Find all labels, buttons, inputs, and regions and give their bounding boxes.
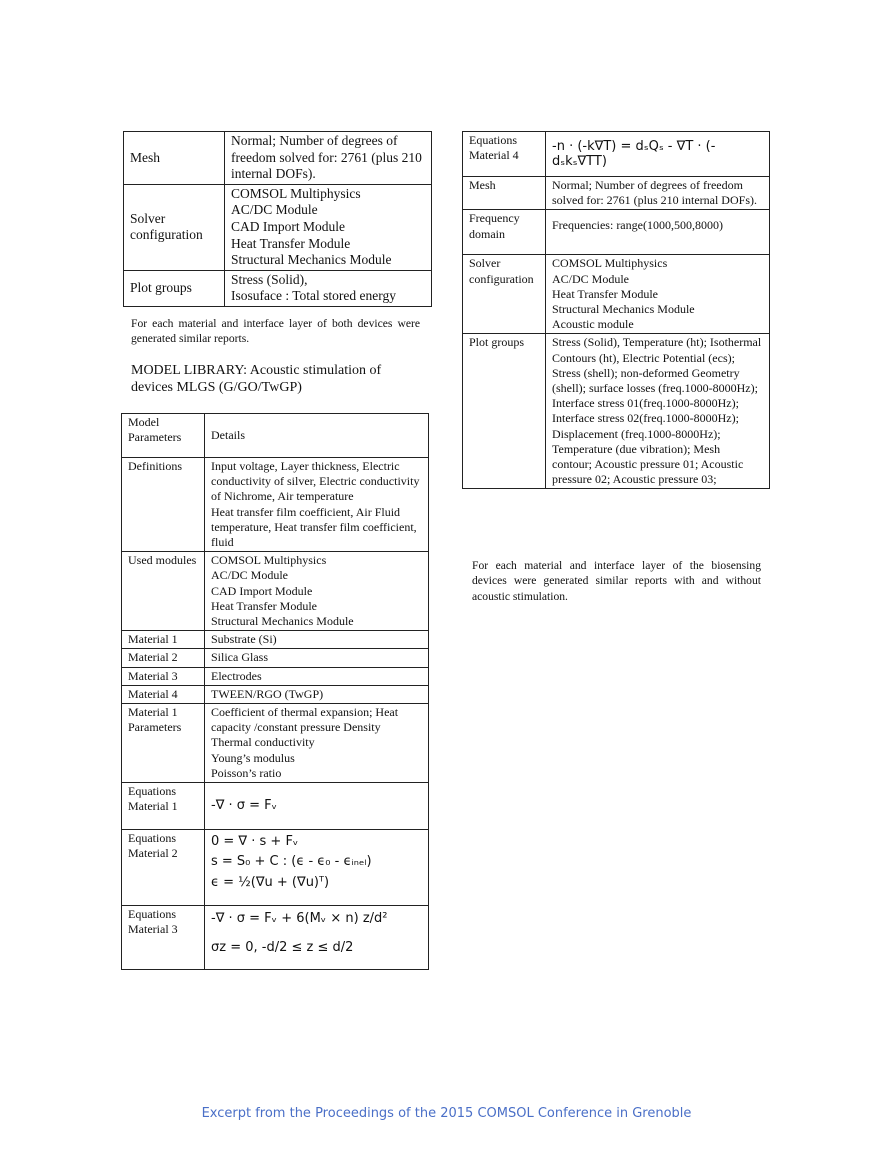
row-label: Material 1 xyxy=(122,631,205,649)
row-label: Mesh xyxy=(124,132,225,185)
module-line: AC/DC Module xyxy=(211,568,289,583)
equation: -∇ · σ = Fᵥ + 6(Mᵥ × n) z/d² xyxy=(211,911,388,927)
row-value: Frequencies: range(1000,500,8000) xyxy=(546,210,770,255)
table-row xyxy=(122,458,429,552)
row-value: TWEEN/RGO (TwGP) xyxy=(205,685,429,703)
module-line: Structural Mechanics Module xyxy=(552,302,695,317)
equation: 0 = ∇ · s + Fᵥ xyxy=(211,834,299,850)
row-value xyxy=(205,552,429,631)
equation: σz = 0, -d/2 ≤ z ≤ d/2 xyxy=(211,940,354,956)
row-label: Definitions xyxy=(122,458,205,552)
row-label: Plot groups xyxy=(463,334,546,489)
module-line: CAD Import Module xyxy=(231,218,345,234)
row-label: Frequency domain xyxy=(463,210,546,255)
row-label: Material 3 xyxy=(122,667,205,685)
row-label: Used modules xyxy=(122,552,205,631)
parameter-line: Young’s modulus xyxy=(211,750,295,765)
row-label: Plot groups xyxy=(124,270,225,306)
equation: s = S₀ + C : (ϵ - ϵ₀ - ϵᵢₙₑₗ) xyxy=(211,854,372,870)
module-line: Structural Mechanics Module xyxy=(231,252,392,268)
table-row xyxy=(463,334,770,489)
table-row xyxy=(463,210,770,255)
module-line: COMSOL Multiphysics xyxy=(231,185,361,201)
acoustic-model-table xyxy=(462,131,770,489)
module-line: AC/DC Module xyxy=(231,202,318,218)
row-label: Solver configuration xyxy=(463,255,546,334)
parameter-line: Coefficient of thermal expansion; Heat capacity /constant pressure Density xyxy=(211,705,399,735)
table-row xyxy=(124,132,432,185)
plot-line: Isosuface : Total stored energy xyxy=(231,288,397,304)
module-line: AC/DC Module xyxy=(552,271,630,286)
biosensing-note-paragraph: For each material and interface layer of the biosensing devices were generated similar reports with and without acoustic stimulation. xyxy=(472,559,761,603)
row-label: Solver configuration xyxy=(124,184,225,270)
table-row xyxy=(122,704,429,783)
table-row xyxy=(122,830,429,906)
mesh-solver-table xyxy=(123,131,432,307)
table-row xyxy=(122,552,429,631)
page-footer: Excerpt from the Proceedings of the 2015 COMSOL Conference in Grenoble xyxy=(201,1106,692,1121)
equation-cell xyxy=(546,132,770,177)
row-value xyxy=(205,704,429,783)
parameter-line: Poisson’s ratio xyxy=(211,765,282,780)
table-row xyxy=(122,414,429,458)
module-line: Acoustic module xyxy=(552,317,634,332)
row-value: Normal; Number of degrees of freedom solved for: 2761 (plus 210 internal DOFs). xyxy=(225,132,432,185)
table-row xyxy=(463,255,770,334)
row-value xyxy=(205,458,429,552)
row-value xyxy=(546,255,770,334)
row-label: Equations Material 1 xyxy=(122,783,205,830)
row-label: Equations Material 3 xyxy=(122,906,205,970)
module-line: Heat Transfer Module xyxy=(211,598,317,613)
row-label: Material 1 Parameters xyxy=(122,704,205,783)
equation: -∇ · σ = Fᵥ xyxy=(211,798,278,814)
table-row xyxy=(122,631,429,649)
row-value: Silica Glass xyxy=(205,649,429,667)
model-library-heading: MODEL LIBRARY: Acoustic stimulation of devices MLGS (G/GO/TwGP) xyxy=(131,363,382,395)
parameter-line: Thermal conductivity xyxy=(211,735,315,750)
row-label: Material 2 xyxy=(122,649,205,667)
table-row xyxy=(124,184,432,270)
row-value: Electrodes xyxy=(205,667,429,685)
module-line: COMSOL Multiphysics xyxy=(211,553,327,568)
definition-line: Input voltage, Layer thickness, Electric conductivity of silver, Electric conductivity of Nichrome, Air temperature xyxy=(211,459,420,504)
module-line: Structural Mechanics Module xyxy=(211,614,354,629)
row-label: Equations Material 4 xyxy=(463,132,546,177)
row-label: Mesh xyxy=(463,177,546,210)
table-row xyxy=(122,906,429,970)
row-value: Substrate (Si) xyxy=(205,631,429,649)
table-row xyxy=(463,132,770,177)
definition-line: Heat transfer film coefficient, Air Fluid temperature, Heat transfer film coefficient, fluid xyxy=(211,504,417,550)
row-value: Normal; Number of degrees of freedom solved for: 2761 (plus 210 internal DOFs). xyxy=(546,177,770,210)
equation-cell xyxy=(205,906,429,970)
row-value xyxy=(225,270,432,306)
table-row xyxy=(122,783,429,830)
equation-cell xyxy=(205,830,429,906)
module-line: COMSOL Multiphysics xyxy=(552,256,668,271)
table-row xyxy=(124,270,432,306)
table-row xyxy=(122,649,429,667)
plot-line: Stress (Solid), xyxy=(231,271,308,287)
module-line: Heat Transfer Module xyxy=(552,286,658,301)
row-label: Equations Material 2 xyxy=(122,830,205,906)
row-value xyxy=(225,184,432,270)
table-row xyxy=(463,177,770,210)
equation-cell xyxy=(205,783,429,830)
row-label: Material 4 xyxy=(122,685,205,703)
row-value: Stress (Solid), Temperature (ht); Isothermal Contours (ht), Electric Potential (ecs); Stress (shell); non-deformed Geometry (shell); surface losses (freq.1000-8000Hz); Interface stress 01(freq.1000-8000Hz); Interface stress 02(freq.1000-8000Hz); Displacement (freq.1000-8000Hz); Temperature (due vibration); Mesh contour; Acoustic pressure 01; Acoustic pressure 02; Acoustic pressure 03; xyxy=(546,334,770,489)
model-parameters-table xyxy=(121,413,429,970)
report-note-paragraph: For each material and interface layer of both devices were generated similar reports. xyxy=(131,317,420,346)
module-line: CAD Import Module xyxy=(211,583,313,598)
equation: ϵ = ½(∇u + (∇u)ᵀ) xyxy=(211,875,330,891)
equation: -n · (-k∇T) = dₛQₛ - ∇T · (-dₛkₛ∇TT) xyxy=(552,138,716,169)
header-details: Details xyxy=(205,414,429,458)
table-row xyxy=(122,685,429,703)
table-row xyxy=(122,667,429,685)
header-label: Model Parameters xyxy=(122,414,205,458)
module-line: Heat Transfer Module xyxy=(231,235,351,251)
